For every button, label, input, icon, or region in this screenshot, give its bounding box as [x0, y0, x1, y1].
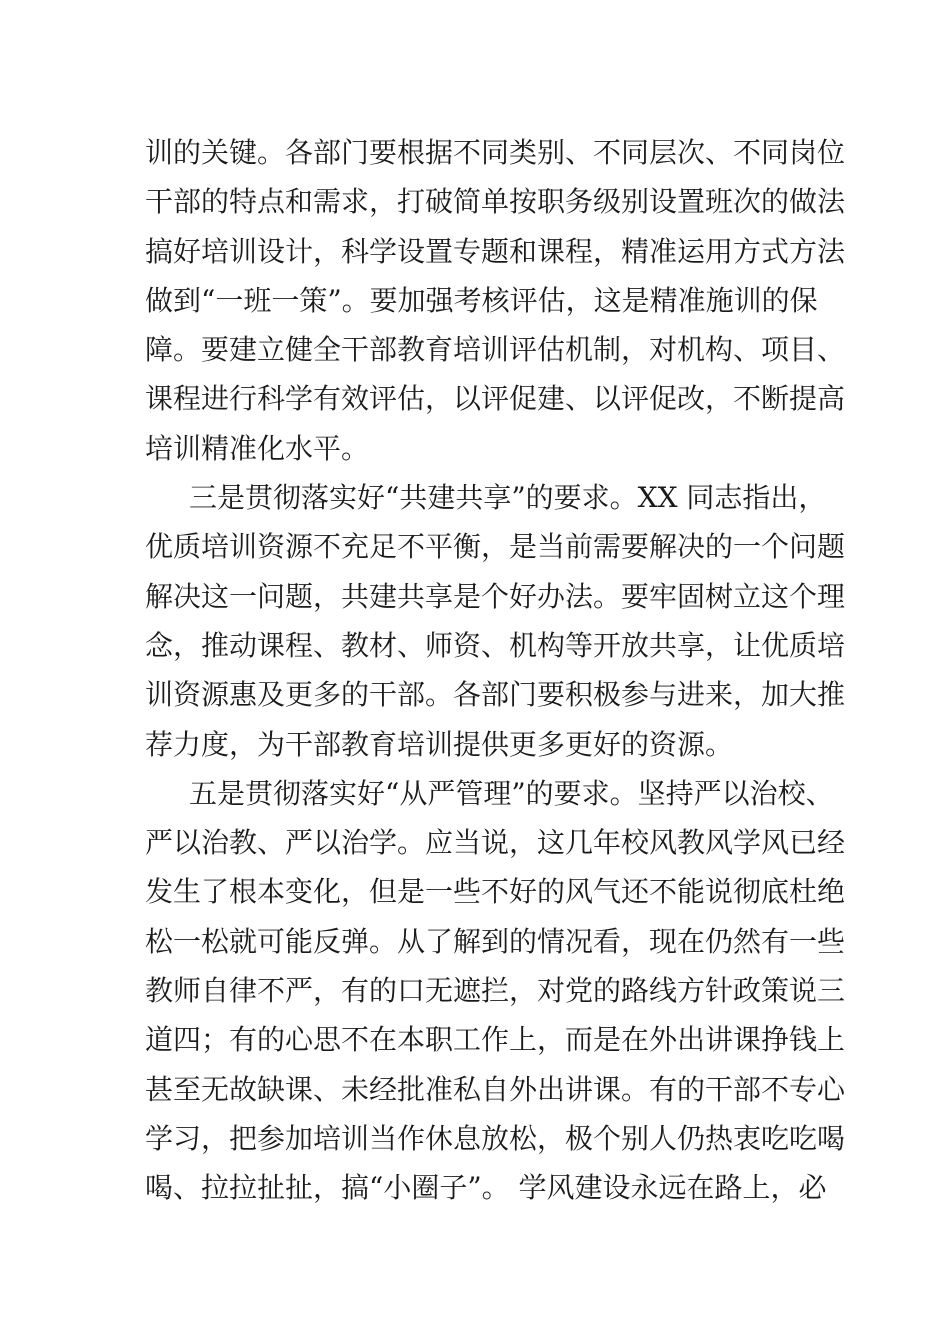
text-line: 甚至无故缺课、未经批准私自外出讲课。有的干部不专心 — [145, 1072, 846, 1106]
paragraph-1 — [145, 128, 846, 473]
text-line: 训资源惠及更多的干部。各部门要积极参与进来，加大推 — [145, 678, 846, 712]
document-body — [145, 128, 846, 1213]
text-line: 搞好培训设计，科学设置专题和课程，精准运用方式方法 — [145, 234, 846, 268]
text-line: 严以治教、严以治学。应当说，这几年校风教风学风已经 — [145, 826, 846, 860]
text-line: 教师自律不严，有的口无遮拦，对党的路线方针政策说三 — [145, 974, 846, 1008]
text-line: 松一松就可能反弹。从了解到的情况看，现在仍然有一些 — [145, 924, 846, 958]
text-line: 优质培训资源不充足不平衡，是当前需要解决的一个问题 — [145, 530, 846, 564]
text-line: 训的关键。各部门要根据不同类别、不同层次、不同岗位 — [145, 136, 846, 169]
text-line: 解决这一问题，共建共享是个好办法。要牢固树立这个理 — [145, 579, 846, 613]
text-line: 学习，把参加培训当作休息放松，极个别人仍热衷吃吃喝 — [145, 1121, 846, 1155]
text-line: 五是贯彻落实好“从严管理”的要求。坚持严以治校、 — [189, 776, 834, 810]
paragraph-2 — [145, 473, 846, 769]
text-line: 道四；有的心思不在本职工作上，而是在外出讲课挣钱上 — [145, 1023, 846, 1057]
text-line: 培训精准化水平。 — [145, 431, 370, 465]
paragraph-3 — [145, 769, 846, 1213]
text-line: 喝、拉拉扯扯，搞“小圈子”。 学风建设永远在路上，必 — [145, 1171, 827, 1205]
text-line: 三是贯彻落实好“共建共享”的要求。XX 同志指出， — [189, 481, 827, 515]
text-line: 念，推动课程、教材、师资、机构等开放共享，让优质培 — [145, 628, 846, 662]
text-line: 做到“一班一策”。要加强考核评估，这是精准施训的保 — [145, 283, 818, 317]
text-line: 发生了根本变化，但是一些不好的风气还不能说彻底杜绝 — [145, 875, 846, 909]
text-line: 课程进行科学有效评估，以评促建、以评促改，不断提高 — [145, 382, 846, 416]
text-line: 荐力度，为干部教育培训提供更多更好的资源。 — [145, 727, 734, 761]
text-line: 障。要建立健全干部教育培训评估机制，对机构、项目、 — [145, 333, 846, 367]
text-line: 干部的特点和需求，打破简单按职务级别设置班次的做法 — [145, 185, 846, 219]
